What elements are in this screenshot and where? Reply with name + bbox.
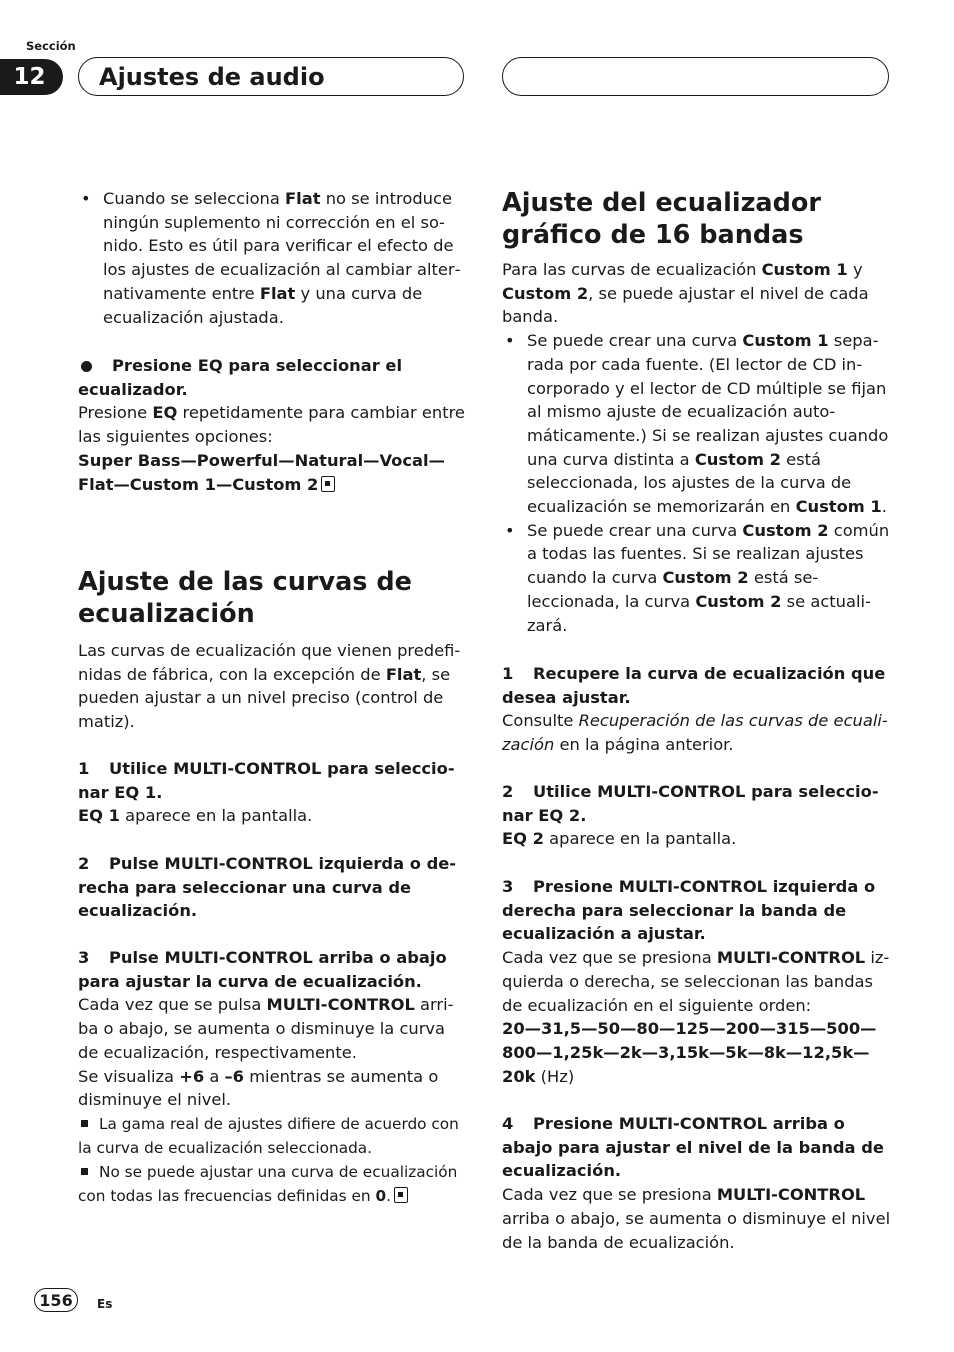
left-step-3 (78, 946, 466, 1208)
page-number: 156 (34, 1288, 78, 1312)
step-title: 4 Presione MULTI-CONTROL arriba o abajo para ajustar el nivel de la banda de ecualización. (502, 1114, 884, 1181)
step-description: Cada vez que se presiona MULTI-CONTROL izquierda o derecha, se seleccionan las bandas de ecualización en el siguiente orden: (502, 948, 890, 1015)
bullet-icon (81, 361, 92, 372)
note-square-icon (81, 1120, 88, 1127)
left-step-2 (78, 852, 466, 923)
section-title: Ajustes de audio (78, 57, 464, 96)
left-step-1 (78, 757, 466, 828)
right-step-2 (502, 780, 892, 851)
section-number-badge: 12 (0, 59, 63, 95)
right-step-3 (502, 875, 892, 1088)
step-description: EQ 2 aparece en la pantalla. (502, 829, 737, 849)
eq-instruction: Presione EQ para seleccionar el ecualizador. (78, 356, 403, 399)
16band-body (502, 258, 892, 637)
band-sequence: 20—31,5—50—80—125—200—315—500— 800—1,25k—2k—3,15k—5k—8k—12,5k— 20k (Hz) (502, 1019, 877, 1086)
right-step-4 (502, 1112, 892, 1254)
flat-note-text: Cuando se selecciona Flat no se introduce ningún suplemento ni corrección en el sonido. Esto es útil para verificar el efecto de los ajustes de ecualización al cambiar alternativamente entre Flat y una curva de ecualización ajustada. (103, 189, 461, 327)
end-mark-icon (321, 476, 335, 492)
curves-section (78, 566, 466, 630)
step-title: 1 Utilice MULTI-CONTROL para seleccionar EQ 1. (78, 759, 455, 802)
step-description: Consulte Recuperación de las curvas de ecualización en la página anterior. (502, 711, 888, 755)
16band-intro: Para las curvas de ecualización Custom 1 y Custom 2, se puede ajustar el nivel de cada banda. (502, 260, 869, 327)
eq-description: Presione EQ repetidamente para cambiar entre las siguientes opciones: (78, 403, 465, 447)
step-description: Cada vez que se presiona MULTI-CONTROL arriba o abajo, se aumenta o disminuye el nivel de la banda de ecualización. (502, 1185, 891, 1252)
eq-instruction-block (78, 354, 466, 496)
heading-curves: Ajuste de las curvas de ecualización (78, 567, 412, 629)
section-label: Sección (26, 39, 76, 53)
end-mark-icon (394, 1187, 408, 1203)
step-title: 3 Presione MULTI-CONTROL izquierda o derecha para seleccionar la banda de ecualización a ajustar. (502, 877, 876, 944)
list-item: • Se puede crear una curva Custom 2 común a todas las fuentes. Si se realizan ajustes cuando la curva Custom 2 está seleccionada, la curva Custom 2 se actualizará. (505, 520, 890, 635)
note-zero: No se puede ajustar una curva de ecualización con todas las frecuencias definidas en 0. (78, 1162, 458, 1205)
step-title: 2 Utilice MULTI-CONTROL para seleccionar EQ 2. (502, 782, 879, 825)
cross-reference: Recuperación de las curvas de ecualización (502, 711, 888, 755)
step-description-levels: Se visualiza +6 a –6 mientras se aumenta o disminuye el nivel. (78, 1066, 439, 1110)
heading-16band: Ajuste del ecualizador gráfico de 16 bandas (502, 188, 821, 250)
list-item: • Cuando se selecciona Flat no se introduce ningún suplemento ni corrección en el sonido. Esto es útil para verificar el efecto de los ajustes de ecualización al cambiar alternativamente entre Flat y una curva de ecualización ajustada. (81, 189, 461, 327)
right-step-1 (502, 662, 892, 757)
curves-body (78, 639, 466, 734)
list-item: • Se puede crear una curva Custom 1 separada por cada fuente. (El lector de CD incorporado y el lector de CD múltiple se fijan al mismo ajuste de ecualización automáticamente.) Si se realizan ajustes cuando una curva distinta a Custom 2 está seleccionada, los ajustes de la curva de ecualización se memorizarán en Custom 1. (505, 331, 889, 517)
note-square-icon (81, 1168, 88, 1175)
step-title: 2 Pulse MULTI-CONTROL izquierda o derecha para seleccionar una curva de ecualización. (78, 854, 457, 921)
step-description: EQ 1 aparece en la pantalla. (78, 806, 313, 826)
step-title: 3 Pulse MULTI-CONTROL arriba o abajo para ajustar la curva de ecualización. (78, 948, 447, 991)
eq-options: Super Bass—Powerful—Natural—Vocal— Flat—Custom 1—Custom 2 (78, 450, 445, 494)
step-description: Cada vez que se pulsa MULTI-CONTROL arriba o abajo, se aumenta o disminuye la curva de ecualización, respectivamente. (78, 995, 454, 1062)
flat-note (78, 187, 466, 329)
language-code: Es (97, 1297, 113, 1311)
note-range: La gama real de ajustes difiere de acuerdo con la curva de ecualización seleccionada. (78, 1114, 459, 1157)
16band-section (502, 187, 892, 251)
header-empty-box (502, 57, 889, 96)
curves-intro: Las curvas de ecualización que vienen predefinidas de fábrica, con la excepción de Flat, se pueden ajustar a un nivel preciso (control de matiz). (78, 641, 461, 732)
step-title: 1 Recupere la curva de ecualización que desea ajustar. (502, 664, 886, 707)
